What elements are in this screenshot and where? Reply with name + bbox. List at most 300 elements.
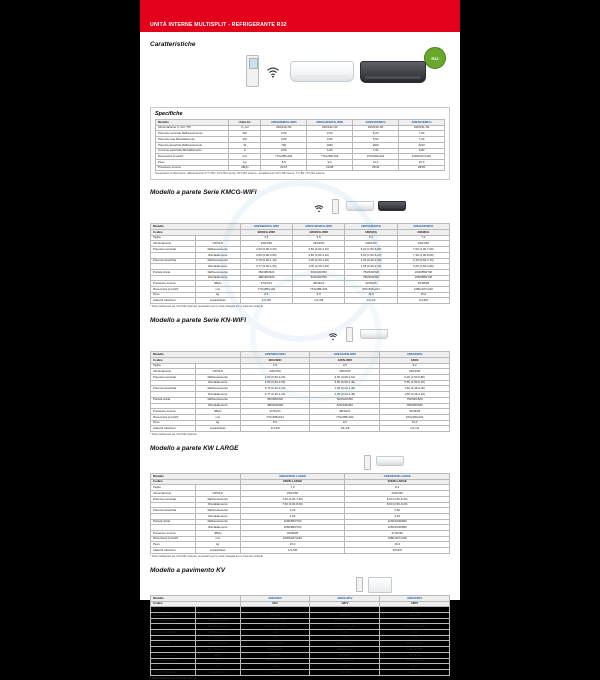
col-header-code-value: 12KN-WIFI	[310, 357, 380, 363]
row-value: 500/420/350	[240, 641, 310, 647]
row-value: 8,2	[345, 485, 450, 491]
block3-images	[150, 455, 450, 473]
table-row	[151, 670, 450, 676]
row-value: 28/45	[399, 165, 445, 171]
row-sublabel: Riscaldamento	[195, 275, 240, 281]
table-body	[151, 235, 450, 303]
row-unit: V~,Hz	[229, 125, 261, 131]
row-value: 2,7	[240, 607, 310, 613]
row-sublabel: Riscaldamento	[195, 635, 240, 641]
row-sublabel: mm	[195, 658, 240, 664]
row-value: 9,0	[293, 292, 345, 298]
row-value: 450/380/320	[240, 397, 310, 403]
row-sublabel: Liquido/Gas	[195, 426, 240, 432]
row-label: Potenza resa Riscaldamento	[156, 137, 229, 143]
row-value: 14,5	[310, 664, 380, 670]
row-sublabel: Raffrescamento	[195, 386, 240, 392]
row-value: 1090	[307, 142, 353, 148]
row-label: Peso	[151, 664, 196, 670]
col-header-1: Unità Int.	[229, 120, 261, 126]
row-value: 2,60	[345, 508, 450, 514]
row-value: 39/33/28	[240, 652, 310, 658]
row-label: Alimentazione V / Hz / Ph	[156, 125, 229, 131]
col-header-code-value: 24KW-LARGE	[240, 479, 345, 485]
remote-control-image	[356, 577, 363, 592]
row-value: 1080x327x240	[399, 154, 445, 160]
row-value: 42/36/25	[345, 281, 397, 287]
row-value: 1/4-5/8	[240, 548, 345, 554]
col-header-code-value: 18KV	[380, 601, 450, 607]
row-label: Alimentazione	[151, 612, 196, 618]
block2-heading: Modello a parete Serie KN-WIFI	[150, 317, 247, 325]
row-value: 2,60 (0,90-3,20)	[240, 247, 292, 253]
row-value: 3,5	[293, 235, 345, 241]
features-heading: Caratteristiche	[150, 41, 196, 48]
row-label: Potenza assorbita	[151, 508, 196, 514]
row-value: 2,60	[261, 131, 307, 137]
col-header-model-name: ARES18KN	[380, 352, 450, 358]
wifi-icon	[314, 200, 324, 218]
specifiche-box	[150, 107, 450, 180]
row-value: 2,00	[240, 513, 345, 519]
col-header-model-name: ARES12KMCG-WIFI	[293, 224, 345, 230]
row-value: 0,77 (0,20-1,20)	[240, 264, 292, 270]
row-value: 3,80 (0,90-4,40)	[293, 252, 345, 258]
row-value: 1/4-5/8	[397, 298, 449, 304]
row-value: 5,2	[380, 363, 450, 369]
col-header-model-name: ARES24KW-LARGE	[240, 474, 345, 480]
row-value: 1250/1040/850	[345, 525, 450, 531]
row-label: Pressione sonora	[151, 652, 196, 658]
row-value: 1/4-3/8	[240, 298, 292, 304]
row-sublabel: Liquido/Gas	[195, 298, 240, 304]
col-header-code-value: 30KW-LARGE	[345, 479, 450, 485]
row-value: 1,60 (0,45-2,00)	[380, 386, 450, 392]
row-value: 230/1/50	[380, 612, 450, 618]
row-value: 230/1/50	[293, 241, 345, 247]
row-value: 5,60 (1,50-6,20)	[380, 380, 450, 386]
row-value: 230/1/50	[380, 369, 450, 375]
row-label: Corrente assorbita Riscaldamento	[156, 148, 229, 154]
row-value: 2,60 (0,90-3,20)	[240, 374, 310, 380]
row-value: 520/440/360	[293, 275, 345, 281]
row-label: Potenza nominale Raffrescamento	[156, 131, 229, 137]
row-value: 3,5	[310, 363, 380, 369]
row-value: 230/1/50	[240, 491, 345, 497]
row-label: Potenza nominale	[151, 496, 196, 502]
col-header-model: Modello	[151, 224, 241, 230]
row-label: Peso	[151, 292, 196, 298]
row-value: 600x700x210	[310, 658, 380, 664]
row-value: 3,80	[307, 137, 353, 143]
row-value: 7,30 (2,00-8,00)	[397, 252, 449, 258]
row-sublabel: Raffrescamento	[195, 374, 240, 380]
row-value: 1200/1000/820	[345, 519, 450, 525]
row-label: Dimensioni (LxAxP)	[151, 414, 196, 420]
row-label: Portata d'aria	[151, 641, 196, 647]
block3-heading: Modello a parete KW LARGE	[150, 445, 239, 453]
row-sublabel: dB(A)	[195, 281, 240, 287]
wall-unit-white-image	[360, 329, 388, 339]
row-label: Alimentazione	[151, 369, 196, 375]
row-label: Potenza assorbita	[151, 258, 196, 264]
hero-product-illustration	[148, 51, 452, 103]
row-value: 230/1/50	[397, 241, 449, 247]
row-value: 480/400/330	[240, 403, 310, 409]
row-value: 7,30	[353, 148, 399, 154]
remote-control-image	[346, 327, 353, 342]
row-value: 770x285x194	[240, 414, 310, 420]
row-value: 1,05 (0,20-1,45)	[310, 392, 380, 398]
block1-heading: Modello a parete Serie KMCG-WIFI	[150, 189, 257, 197]
remote-control-image	[332, 199, 339, 214]
col-header-code-value: 9KMCG-WIFI	[240, 230, 292, 236]
top-red-bar	[140, 0, 460, 18]
row-value: 3,50 (0,90-4,10)	[310, 618, 380, 624]
row-value: 5,2	[380, 607, 450, 613]
row-value: 15,0	[399, 159, 445, 165]
col-header-model-name: ARES18KV	[380, 595, 450, 601]
row-label: Peso	[156, 159, 229, 165]
col-header-code: Codice	[151, 230, 241, 236]
row-value: 770x285x194	[293, 287, 345, 293]
col-header-model-name: ARES9KMCG-WIFI	[240, 224, 292, 230]
row-value: 230/1/50	[240, 612, 310, 618]
row-value: 1,09	[310, 630, 380, 636]
document-page	[140, 0, 460, 680]
row-value: 2,80 (0,90-3,60)	[240, 252, 292, 258]
specifiche-table-body	[156, 125, 445, 171]
col-header-0: Modello	[156, 120, 229, 126]
row-sublabel: V/Ph/Hz	[195, 241, 240, 247]
block1-images	[150, 199, 450, 223]
row-label: Potenza nominale	[151, 374, 196, 380]
table-body	[151, 363, 450, 431]
row-sublabel: kg	[195, 292, 240, 298]
row-value: 1/4-3/8	[240, 670, 310, 676]
row-value: 0,77 (0,20-1,20)	[240, 392, 310, 398]
page-title: UNITÀ INTERNE MULTISPLIT - REFRIGERANTE R32	[140, 18, 460, 32]
row-sublabel: kg	[195, 664, 240, 670]
row-value: 830/700/580	[380, 647, 450, 653]
block4-images	[150, 577, 450, 595]
row-value: 230/1/50	[345, 491, 450, 497]
col-header-model: Modello	[151, 474, 241, 480]
row-sublabel: mm	[195, 536, 240, 542]
row-sublabel: kg	[195, 542, 240, 548]
floor-unit-image	[368, 577, 392, 593]
row-label: Alimentazione	[151, 241, 196, 247]
row-label: Portata d'aria	[151, 519, 196, 525]
row-value: 1,60 (0,45-2,00)	[345, 258, 397, 264]
row-value: 0,79 (0,20-1,10)	[240, 386, 310, 392]
row-value: 7,30	[399, 137, 445, 143]
row-value: 600x700x210	[380, 658, 450, 664]
row-value: 770x285x194	[240, 287, 292, 293]
row-value: 0,79 (0,20-1,10)	[240, 258, 292, 264]
col-header-model-name: ARES24KMCG	[397, 224, 449, 230]
block3-table	[150, 473, 450, 554]
row-value: 230/1/50	[310, 369, 380, 375]
row-sublabel: Riscaldamento	[195, 392, 240, 398]
row-label: Potenza nominale	[151, 618, 196, 624]
block2-table	[150, 351, 450, 432]
row-label: Potenza assorbita	[151, 630, 196, 636]
row-label: Dimensioni (LxAxP)	[151, 658, 196, 664]
row-value: 38/32/21	[310, 409, 380, 415]
row-value: 8,5	[261, 159, 307, 165]
col-header-code-value: 18KMCG	[345, 230, 397, 236]
row-value: 2,80	[261, 137, 307, 143]
row-value: 3,50 (0,90-4,10)	[293, 247, 345, 253]
row-sublabel: Raffrescamento	[195, 258, 240, 264]
row-value: 37/31/21	[240, 281, 292, 287]
col-header-3: ARES12KMCG-WIFI	[307, 120, 353, 126]
row-sublabel: kg	[195, 420, 240, 426]
row-sublabel: dB(A)	[195, 652, 240, 658]
remote-control-image	[246, 55, 259, 87]
col-header-code-value: 9KV	[240, 601, 310, 607]
col-header-model-name: ARES12KV	[310, 595, 380, 601]
col-header-code-value: 12KV	[310, 601, 380, 607]
col-header-code-value: 9KN-WIFI	[240, 357, 310, 363]
row-value: 9,0	[310, 420, 380, 426]
row-value: 230/1/50	[345, 241, 397, 247]
col-header-4: ARES18KMCG	[353, 120, 399, 126]
row-value: 750/640/520	[380, 397, 450, 403]
row-value: 15,0	[397, 292, 449, 298]
row-value: 2,19 (0,60-2,70)	[397, 258, 449, 264]
row-value: 3,50 (0,90-4,10)	[310, 374, 380, 380]
row-value: 47/40/30	[345, 531, 450, 537]
col-header-model-name: ARES9KV	[240, 595, 310, 601]
row-value: 4,90	[307, 148, 353, 154]
row-value: 21/38	[307, 165, 353, 171]
row-value: 220/240~50	[399, 125, 445, 131]
row-value: 1,55 (0,45-2,10)	[380, 392, 450, 398]
row-value: 500/420/350	[310, 397, 380, 403]
row-value: 12,0	[353, 159, 399, 165]
row-sublabel: Raffrescamento	[195, 397, 240, 403]
col-header-code: Codice	[151, 357, 241, 363]
row-label: Dimensioni (LxAxP)	[151, 536, 196, 542]
col-header-2: ARES9KMCG-WIFI	[261, 120, 307, 126]
specifiche-table	[155, 119, 445, 171]
row-unit: kg	[229, 159, 261, 165]
row-label: Attacchi tubazioni	[151, 548, 196, 554]
row-value: 1,09 (0,20-1,40)	[293, 258, 345, 264]
row-value: 970x300x224	[380, 414, 450, 420]
row-value: 2,6	[240, 235, 292, 241]
row-value: 15,0	[240, 542, 345, 548]
row-value: 7,0	[240, 485, 345, 491]
row-value: 2,90 (0,90-3,60)	[240, 624, 310, 630]
row-label: Pressione sonora	[151, 281, 196, 287]
row-value: 770x285x194	[310, 414, 380, 420]
row-value: 780/660/540	[380, 403, 450, 409]
row-unit: dB(A)	[229, 165, 261, 171]
row-label: Dimensioni (LxAxP)	[156, 154, 229, 160]
block4-footnote: * Solo predisposto per il kit WiFi optional	[150, 676, 197, 680]
row-sublabel: V/Ph/Hz	[195, 612, 240, 618]
block1-table	[150, 223, 450, 304]
block3	[150, 455, 450, 558]
row-value: 5,20 (1,50-5,80)	[380, 374, 450, 380]
row-unit: mm	[229, 154, 261, 160]
wall-unit-dark-image	[360, 61, 426, 83]
col-header-code: Codice	[151, 479, 241, 485]
row-value: 2,80 (0,90-3,60)	[240, 380, 310, 386]
row-value: 42/36/25	[380, 409, 450, 415]
block4-table	[150, 595, 450, 676]
row-value: 2190	[399, 142, 445, 148]
row-value: 560/470/390	[310, 641, 380, 647]
row-value: 45/38/28	[397, 281, 449, 287]
row-value: 44/38/32	[380, 652, 450, 658]
row-label: Taglia	[151, 485, 196, 491]
col-header-model-name: ARES12KN-WIFI	[310, 352, 380, 358]
row-sublabel: Riscaldamento	[195, 252, 240, 258]
row-value: 5,2	[345, 235, 397, 241]
wall-unit-white-image	[290, 61, 354, 82]
row-value: 5,60 (1,50-6,20)	[345, 252, 397, 258]
row-value: 220/240~50	[307, 125, 353, 131]
row-sublabel: Raffrescamento	[195, 641, 240, 647]
row-value: 970x300x224	[345, 287, 397, 293]
row-label: Portata d'aria	[151, 269, 196, 275]
row-sublabel: mm	[195, 287, 240, 293]
row-value: 780/660/540	[345, 275, 397, 281]
row-sublabel: Riscaldamento	[195, 624, 240, 630]
row-sublabel: mm	[195, 414, 240, 420]
row-sublabel: Raffrescamento	[195, 519, 240, 525]
row-unit: kW	[229, 137, 261, 143]
row-value: 9,80	[399, 148, 445, 154]
specifiche-heading: Specifiche	[155, 111, 183, 117]
col-header-model-name: ARES18KMCG	[345, 224, 397, 230]
row-value: 3,60	[261, 148, 307, 154]
col-header-model: Modello	[151, 595, 241, 601]
row-sublabel: Raffrescamento	[195, 269, 240, 275]
remote-control-image	[364, 455, 371, 470]
row-label: Dimensioni (LxAxP)	[151, 287, 196, 293]
row-label: Portata d'aria	[151, 397, 196, 403]
row-sublabel: V/Ph/Hz	[195, 369, 240, 375]
row-value: 1,60	[380, 630, 450, 636]
col-header-code: Codice	[151, 601, 241, 607]
row-value: 38/32/21	[293, 281, 345, 287]
block1	[150, 199, 450, 308]
row-value: 8,5	[240, 292, 292, 298]
row-value: 8,5	[240, 420, 310, 426]
row-sublabel: Liquido/Gas	[195, 548, 240, 554]
row-value: 45/38/28	[240, 531, 345, 537]
row-value: 2,19	[240, 508, 345, 514]
row-value: 37/31/21	[240, 409, 310, 415]
row-value: 770x285x194	[307, 154, 353, 160]
table-body	[151, 607, 450, 675]
row-value: 1080x327x240	[345, 536, 450, 542]
row-value: 1000/850/700	[240, 519, 345, 525]
row-value: 12,0	[380, 420, 450, 426]
row-value: 16,0	[345, 542, 450, 548]
row-value: 1/4-1/2	[345, 298, 397, 304]
r32-badge: R32	[424, 47, 446, 69]
row-sublabel: Raffrescamento	[195, 618, 240, 624]
col-header-code-value: 18KN	[380, 357, 450, 363]
row-sublabel: Raffrescamento	[195, 496, 240, 502]
row-value: 230/1/50	[310, 612, 380, 618]
row-label: Peso	[151, 420, 196, 426]
row-value: 970x300x224	[353, 154, 399, 160]
row-value: 2,70 (0,90-3,20)	[240, 618, 310, 624]
wall-unit-white-image	[376, 456, 404, 466]
row-value: 480/400/330	[240, 275, 292, 281]
document-content	[140, 41, 460, 680]
row-value: 3,80 (0,90-4,40)	[310, 624, 380, 630]
row-label: Pressione sonora	[156, 165, 229, 171]
row-unit: kW	[229, 131, 261, 137]
row-value: 3,50	[307, 131, 353, 137]
row-value: 40/34/29	[310, 652, 380, 658]
block2-footnote: * Solo predisposto per il kit WiFi optional	[150, 433, 197, 437]
row-value: 1,09 (0,20-1,40)	[310, 386, 380, 392]
row-label: Attacchi tubazioni	[151, 426, 196, 432]
row-value: 230/1/50	[240, 241, 292, 247]
col-header-code-value: 12KMCG-WIFI	[293, 230, 345, 236]
row-value: 1600	[353, 142, 399, 148]
specifiche-footnote: Temperature di riferimento: raffrescamento 27°C BS / 19°C BU interna, 35°C BS esterna - riscaldamento 20°C BS interna, 7°C BS / 6°C BU esterna	[155, 172, 325, 176]
row-value: 790	[261, 142, 307, 148]
row-label: Taglia	[151, 607, 196, 613]
row-value: 2,45	[345, 513, 450, 519]
wall-unit-dark-image	[378, 201, 406, 211]
row-value: 1,55 (0,45-2,10)	[345, 264, 397, 270]
row-value: 1/4-3/8	[310, 426, 380, 432]
row-value: 5,20	[353, 131, 399, 137]
row-value: 3,5	[310, 607, 380, 613]
row-value: 1080x327x240	[240, 536, 345, 542]
row-value: 520/440/360	[240, 647, 310, 653]
row-value: 14,0	[240, 664, 310, 670]
row-sublabel: Raffrescamento	[195, 508, 240, 514]
table-row	[151, 426, 450, 432]
row-value: 0,80	[240, 635, 310, 641]
row-value: 3,80 (0,90-4,40)	[310, 380, 380, 386]
row-value: 9,0	[307, 159, 353, 165]
row-value: 580/490/400	[310, 647, 380, 653]
row-sublabel: Riscaldamento	[195, 380, 240, 386]
row-value: 1050/880/720	[397, 275, 449, 281]
block2	[150, 327, 450, 436]
row-sublabel: Raffrescamento	[195, 630, 240, 636]
row-sublabel: Liquido/Gas	[195, 670, 240, 676]
row-value: 770x285x194	[261, 154, 307, 160]
row-value: 18,0	[380, 664, 450, 670]
col-header-code-value: 24KMCG	[397, 230, 449, 236]
table-row	[156, 165, 445, 171]
row-sublabel: Riscaldamento	[195, 513, 240, 519]
block3-footnote: * Solo predisposto per il kit WiFi optional, necessario per le unità collegate ad un sistema multisplit	[150, 554, 263, 558]
wifi-icon	[266, 65, 280, 76]
row-value: 220/240~50	[353, 125, 399, 131]
row-value: 7,00 (2,00-7,60)	[397, 247, 449, 253]
row-value: 5,20 (1,50-5,80)	[345, 247, 397, 253]
row-value: 5,60 (1,50-6,20)	[380, 624, 450, 630]
row-value: 7,00 (2,00-7,60)	[240, 496, 345, 502]
row-value: 8,60 (2,50-9,40)	[345, 502, 450, 508]
row-sublabel: Riscaldamento	[195, 264, 240, 270]
